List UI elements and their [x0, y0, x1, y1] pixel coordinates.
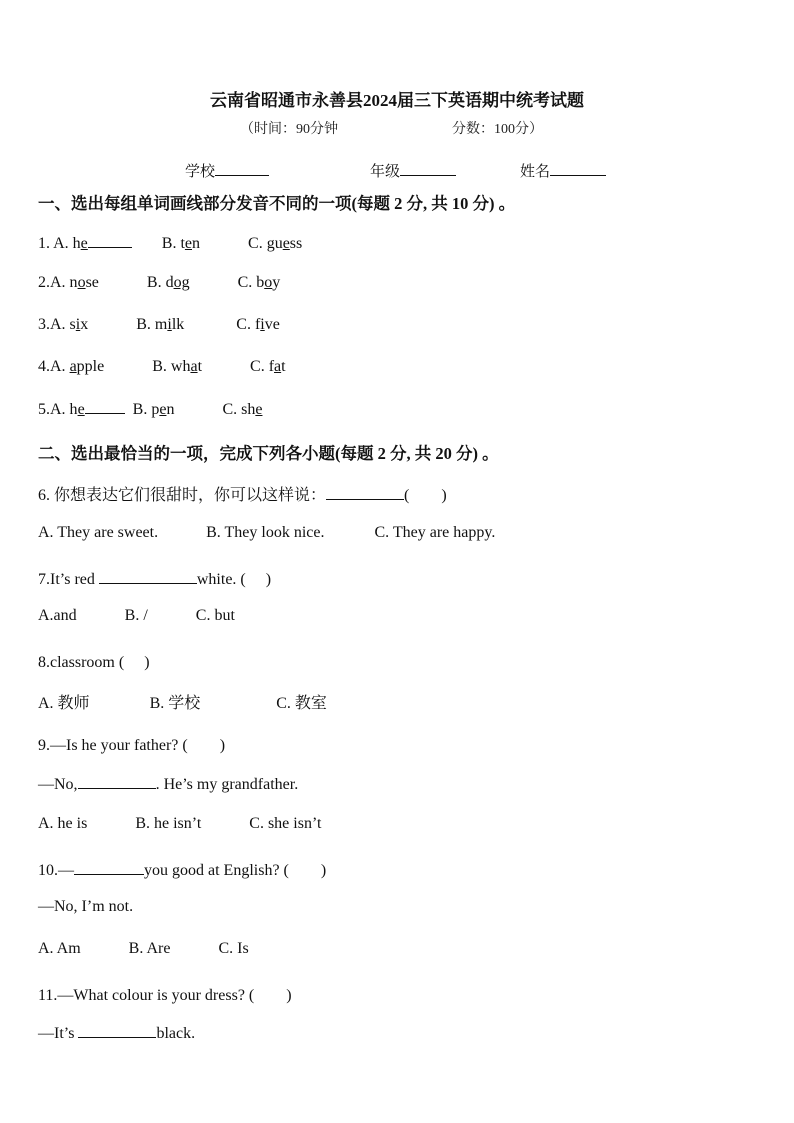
page-title: 云南省昭通市永善县2024届三下英语期中统考试题 [210, 91, 584, 110]
question-9-options [38, 815, 321, 833]
question-11-line2: —It’s black. [38, 1025, 196, 1042]
answer-paren[interactable]: ( ) [248, 987, 292, 1004]
option-c[interactable]: C. Is [218, 940, 249, 957]
answer-paren[interactable]: ( ) [118, 654, 150, 671]
option-c[interactable]: C. 教室 [276, 695, 327, 712]
question-8: 8.classroom ( ) [38, 654, 150, 671]
school-field[interactable] [185, 160, 269, 181]
question-10-options [38, 940, 249, 958]
option-a[interactable]: A. They are sweet. [38, 524, 159, 541]
answer-blank[interactable] [78, 1023, 156, 1038]
school-blank[interactable] [215, 161, 269, 176]
option-b[interactable]: B. They look nice. [206, 524, 325, 541]
option-c[interactable]: C. but [195, 607, 235, 624]
question-9-line2: —No, . He’s my grandfather. [38, 776, 299, 793]
option-b[interactable]: B. 学校 [149, 695, 201, 712]
name-field[interactable] [520, 160, 606, 181]
name-blank[interactable] [550, 161, 606, 176]
option-b[interactable]: B. Are [128, 940, 171, 957]
question-7-options [38, 607, 235, 625]
question-8-options [38, 690, 327, 713]
grade-label: 年级 [370, 164, 401, 180]
time-info: （时间：90分钟 [240, 122, 338, 137]
answer-blank[interactable] [74, 860, 144, 875]
option-c[interactable]: C. she isn’t [249, 815, 322, 832]
question-5: 5.A. he B. pen C. she [38, 401, 263, 418]
question-10-line2: —No, I’m not. [38, 898, 134, 915]
answer-paren[interactable]: ( ) [182, 737, 226, 754]
question-11: 11.—What colour is your dress? ( ) [38, 987, 292, 1004]
question-2: 2.A. nose B. dog C. boy [38, 274, 281, 291]
option-b[interactable]: B. / [124, 607, 148, 624]
option-a[interactable]: A. Am [38, 940, 81, 957]
school-label: 学校 [185, 164, 216, 180]
question-3: 3.A. six B. milk C. five [38, 316, 280, 333]
option-a[interactable]: A. 教师 [38, 695, 90, 712]
question-6-options [38, 524, 495, 542]
answer-paren[interactable]: ( ) [404, 487, 447, 504]
grade-field[interactable] [370, 160, 456, 181]
option-c[interactable]: C. They are happy. [374, 524, 496, 541]
answer-blank[interactable] [78, 774, 156, 789]
answer-paren[interactable]: ( ) [240, 571, 272, 588]
name-label: 姓名 [520, 164, 551, 180]
option-a[interactable]: A. he is [38, 815, 88, 832]
section1-heading: 一、选出每组单词画线部分发音不同的一项(每题 2 分, 共 10 分) 。 [38, 194, 516, 213]
question-10: 10.— you good at English? ( ) [38, 862, 327, 879]
grade-blank[interactable] [400, 161, 456, 176]
question-7: 7.It’s red white. ( ) [38, 571, 272, 588]
question-4: 4.A. apple B. what C. fat [38, 358, 286, 375]
answer-blank[interactable] [99, 569, 197, 584]
answer-paren[interactable]: ( ) [283, 862, 327, 879]
question-1: 1. A. he B. ten C. guess [38, 235, 303, 252]
section2-heading: 二、选出最恰当的一项，完成下列各小题(每题 2 分, 共 20 分) 。 [38, 444, 499, 463]
question-9: 9.—Is he your father? ( ) [38, 737, 226, 754]
option-b[interactable]: B. he isn’t [135, 815, 202, 832]
answer-blank[interactable] [326, 485, 404, 500]
score-info: 分数：100分） [452, 122, 543, 137]
question-6: 6. 你想表达它们很甜时，你可以这样说： ( ) [38, 487, 447, 504]
option-a[interactable]: A.and [38, 607, 77, 624]
